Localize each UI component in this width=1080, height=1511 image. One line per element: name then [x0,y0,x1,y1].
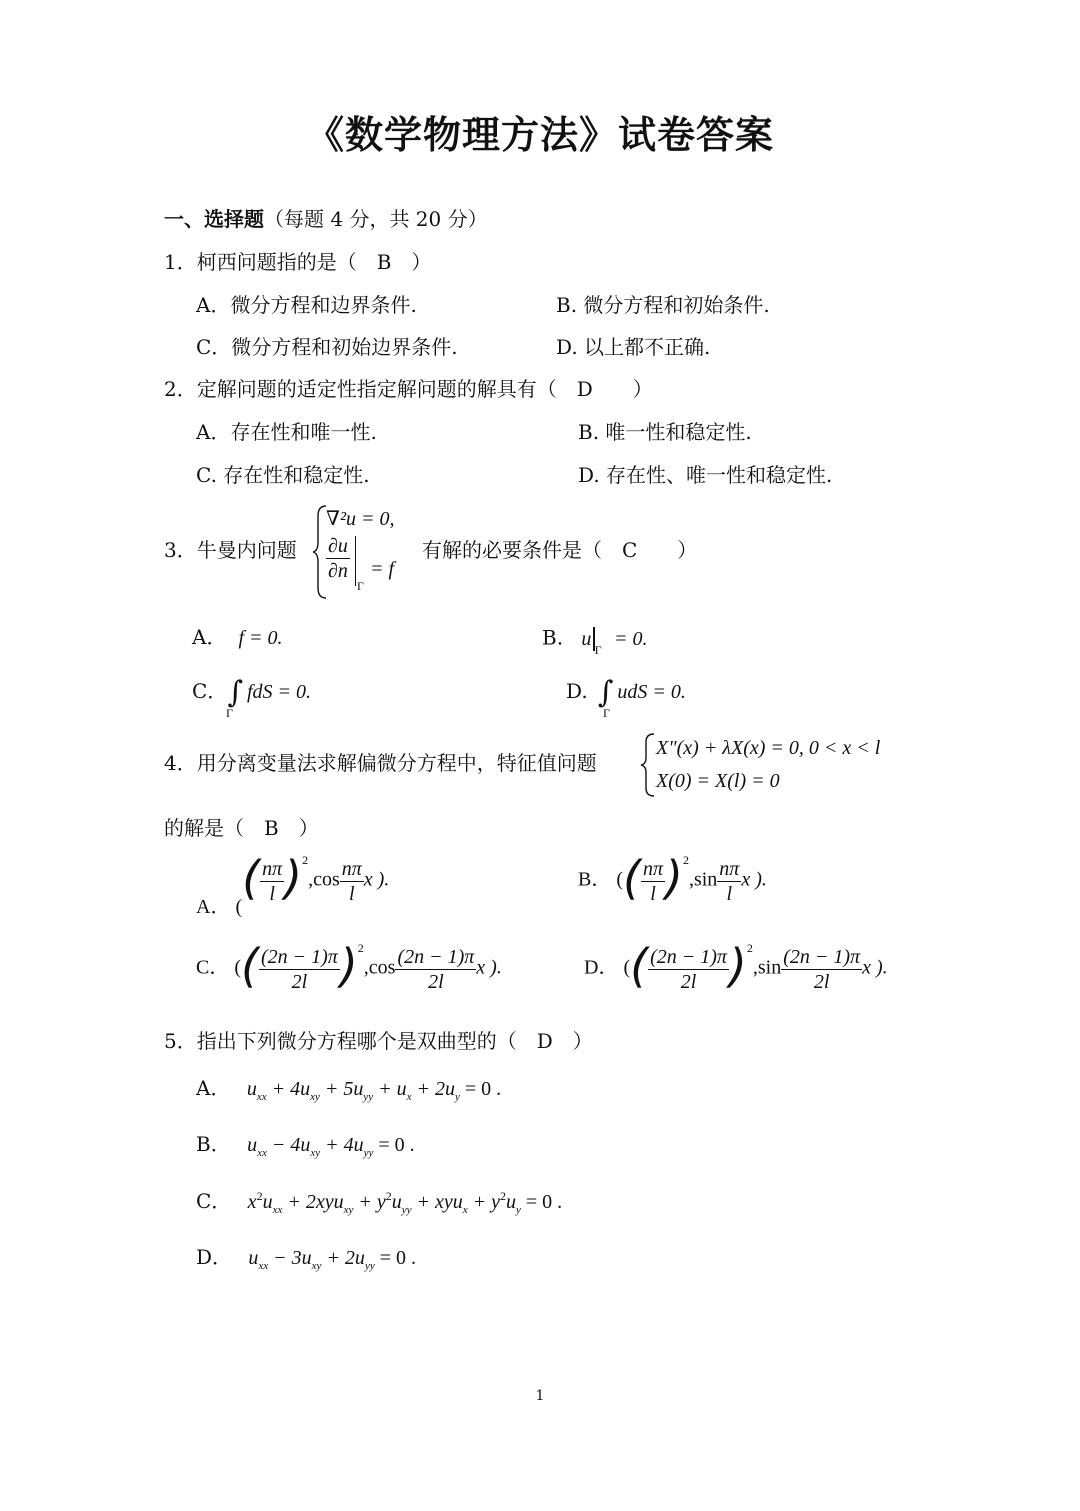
q4-equation-2: X(0) = X(l) = 0 [656,770,780,792]
q3-option-d [566,674,686,710]
q4-c-label: C． [196,956,230,979]
q5-option-a: A． $u_{xx} + 4u_{xy} + 5u_{yy} + u_x + 2u_y = 0$ . [196,1076,502,1103]
question-4-stem: 4．用分离变量法求解偏微分方程中，特征值问题 [164,751,597,775]
q2-option-b: B. 唯一性和稳定性. [578,420,752,444]
q3-b-gamma: Γ [594,642,602,657]
q2-option-d: D. 存在性、唯一性和稳定性. [578,463,833,487]
q1-option-a: A．微分方程和边界条件. [196,293,417,317]
q5-c-label: C． [196,1189,232,1213]
q4-c-end: x ). [476,956,502,979]
q4-d-frac-den: 2l [680,970,697,993]
q4-a-label: A． [196,895,231,918]
q5-b-label: B． [196,1132,231,1156]
q3-b-rhs: = 0. [614,627,648,650]
q3-c-label: C． [192,679,228,703]
q4-b-frac-num: nπ [642,857,663,880]
q4-b-frac2-num: nπ [719,857,740,880]
q3-gamma: Γ [357,579,364,593]
q4-option-d: D． (( $\frac{(2n - 1)\pi}{2l}$ )$^2$,sin $\frac{(2n - 1)\pi}{2l}$ x ). [584,939,888,993]
question-2-stem: 2．定解问题的适定性指定解问题的解具有（ D ） [164,377,653,401]
integral-sign-d: ∫ [597,675,614,710]
q4-a-frac2-num: nπ [341,857,362,880]
q4-a-frac-den: l [269,882,275,905]
q4-a-end: x ). [363,868,390,891]
q4-d-frac2-den: 2l [813,970,830,993]
q3-b-expr: u [581,627,592,650]
page-number: 1 [535,1388,545,1404]
section-note: （每题 4 分，共 20 分） [264,207,488,231]
q5-option-b: B． $u_{xx} - 4u_{xy} + 4u_{yy} = 0$ . [196,1132,415,1159]
q3-c-gamma: Γ [226,706,233,720]
q4-c-cos: ,cos [363,956,396,979]
q3-a-label: A． [192,625,227,649]
q1-option-d: D. 以上都不正确. [556,335,711,359]
page-title: 《数学物理方法》试卷答案 [305,112,774,157]
q4-a-cos: ,cos [308,868,340,891]
q3-option-a [192,627,283,648]
q4-answer-line: 的解是（ B ） [164,816,319,840]
q3-d-expr: udS = 0. [617,681,686,703]
q4-equation-1: X"(x) + λX(x) = 0, 0 < x < l [656,737,881,759]
question-5-stem: 5．指出下列微分方程哪个是双曲型的（ D ） [164,1029,593,1053]
q4-b-frac2-den: l [726,882,733,905]
q3-d-label: D. [566,679,588,703]
q3-stem-post: 有解的必要条件是（ C ） [422,538,698,562]
q4-a-frac-num: nπ [262,857,283,880]
q3-frac-num: ∂u [328,535,348,557]
q4-brace [640,732,656,798]
integral-sign-c: ∫ [227,675,243,710]
q2-option-c: C. 存在性和稳定性. [196,463,370,487]
q3-option-b [542,625,648,657]
section-heading [164,209,488,229]
q4-c-frac2-den: 2l [428,970,444,993]
q3-a-expr: f = 0. [238,627,283,649]
q1-option-b: B. 微分方程和初始条件. [556,293,770,317]
q4-b-sin: ,sin [688,868,718,891]
q4-option-c: C． (( $\frac{(2n - 1)\pi}{2l}$ )$^2$,cos $\frac{(2n - 1)\pi}{2l}$ x ). [196,939,502,993]
q4-c-frac2-num: (2n − 1)π [397,945,475,968]
q4-b-end: x ). [741,868,767,891]
q4-b-label: B． [578,868,612,891]
q5-d-label: D． [196,1245,233,1269]
q3-d-gamma: Γ [603,706,610,720]
q3-c-expr: fdS = 0. [246,681,312,703]
section-label: 一、选择题 [164,207,264,231]
question-1-stem: 1．柯西问题指的是（ B ） [164,250,432,274]
q3-rhs: = f [370,558,395,580]
q5-a-label: A． [196,1076,231,1100]
q5-option-c: C． $x^2u_{xx} + 2xyu_{xy} + y^2u_{yy} + xyu_x + y^2u_y = 0$ . [196,1189,563,1216]
question-3-stem: 3．牛曼内问题 [164,538,297,562]
q4-a-frac2-den: l [348,882,355,905]
q5-option-d: D． $u_{xx} - 3u_{xy} + 2u_{yy} = 0$ . [196,1245,416,1272]
q4-c-frac-den: 2l [291,970,308,993]
q1-option-c: C．微分方程和初始边界条件. [196,335,458,359]
q4-option-a: A． (( $\frac{n\pi}{l}$ )$^2$,cos $\frac{n\pi}{l}$ x ). [196,851,390,918]
q4-d-label: D． [584,956,619,979]
q3-b-label: B. [542,625,564,650]
q4-b-frac-den: l [650,882,656,905]
q4-d-frac2-num: (2n − 1)π [783,945,861,968]
q3-equation-1: ∇²u = 0, [326,508,395,530]
q3-option-c [192,674,312,710]
q2-option-a: A．存在性和唯一性. [196,420,377,444]
q4-d-sin: ,sin [752,956,782,979]
q4-d-end: x ). [862,956,888,979]
q4-d-frac-num: (2n − 1)π [650,945,727,968]
q3-frac-den: ∂n [328,560,348,582]
q4-option-b: B． (( $\frac{n\pi}{l}$ )$^2$,sin $\frac{n\pi}{l}$ x ). [578,851,767,905]
q4-c-frac-num: (2n − 1)π [260,945,338,968]
